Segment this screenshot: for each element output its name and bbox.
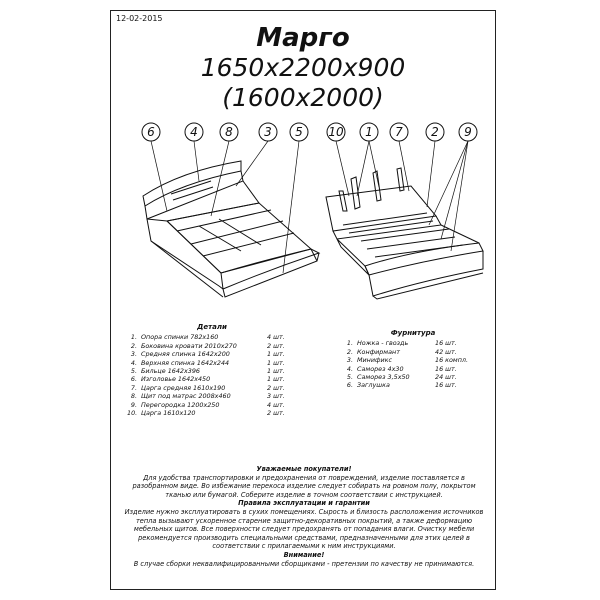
list-item: 10. Царга 1610х120 2 шт. bbox=[127, 409, 285, 418]
callout-1 bbox=[360, 123, 378, 141]
list-item: 3. Минификс 16 компл. bbox=[346, 356, 469, 365]
callout-label: 4 bbox=[190, 125, 198, 139]
assembled-bed-drawing bbox=[143, 161, 319, 297]
model-title: Марго bbox=[256, 23, 350, 53]
callout-10 bbox=[327, 123, 345, 141]
list-item: 8. Щит под матрас 2008х460 3 шт. bbox=[130, 392, 285, 401]
callout-4 bbox=[185, 123, 203, 141]
callout-label: 2 bbox=[431, 125, 439, 139]
instruction-sheet bbox=[110, 10, 496, 590]
list-item: 6. Изголовье 1642х450 1 шт. bbox=[130, 375, 285, 384]
exploded-bed-drawing bbox=[326, 168, 483, 299]
list-item: 5. Бильце 1642х396 1 шт. bbox=[130, 367, 285, 376]
notes-heading: Правила эксплуатации и гарантии bbox=[238, 499, 370, 508]
list-item: 7. Царга средняя 1610х190 2 шт. bbox=[130, 383, 285, 392]
callout-label: 3 bbox=[264, 125, 272, 139]
callout-label: 6 bbox=[147, 125, 155, 139]
callout-9 bbox=[459, 123, 477, 141]
list-item: 3. Средняя спинка 1642х200 1 шт. bbox=[130, 350, 285, 359]
notes-block bbox=[123, 465, 485, 568]
notes-paragraph: Изделие нужно эксплуатировать в сухих помещениях. Сырость и близость расположения источников тепла вызывают ускоренное старение защитно-декоративных покрытий, а также деформацию мебельных щитов. Все поверхности следует предохранять от попадания влаги. Очистку мебели рекомендуется производить специальными средствами, предназначенными для этих целей в соответствии с прилагаемыми к ним инструкциями. bbox=[124, 507, 484, 551]
notes-heading: Внимание! bbox=[283, 550, 325, 559]
callout-6 bbox=[142, 123, 160, 141]
list-item: 1. Опора спинки 782х160 4 шт. bbox=[130, 333, 285, 342]
details-list bbox=[127, 323, 297, 417]
list-item: 2. Боковина кровати 2010х270 2 шт. bbox=[130, 341, 285, 350]
notes-heading: Уважаемые покупатели! bbox=[256, 465, 352, 473]
callout-2 bbox=[426, 123, 444, 141]
list-item: 9. Перегородка 1200х250 4 шт. bbox=[130, 400, 285, 409]
callout-label: 9 bbox=[464, 125, 472, 139]
hardware-list bbox=[343, 329, 483, 390]
callout-5 bbox=[290, 123, 308, 141]
list-item: 5. Саморез 3,5х50 24 шт. bbox=[346, 373, 457, 382]
mattress-size: (1600x2000) bbox=[222, 83, 384, 112]
callout-3 bbox=[259, 123, 277, 141]
details-title: Детали bbox=[197, 323, 227, 331]
callout-label: 1 bbox=[365, 125, 373, 139]
hardware-title: Фурнитура bbox=[390, 329, 436, 337]
callout-label: 5 bbox=[295, 125, 303, 139]
callout-label: 10 bbox=[328, 125, 344, 139]
callout-label: 8 bbox=[225, 125, 233, 139]
list-item: 2. Конфирмант 42 шт. bbox=[346, 347, 457, 356]
notes-paragraph: В случае сборки неквалифицированными сборщиками - претензии по качеству не принимаются. bbox=[133, 559, 475, 568]
list-item: 6. Заглушка 16 шт. bbox=[346, 381, 457, 390]
sheet-date: 12-02-2015 bbox=[116, 14, 163, 23]
list-item: 1. Ножка - гвоздь 16 шт. bbox=[346, 339, 457, 348]
list-item: 4. Верхняя спинка 1642х244 1 шт. bbox=[130, 358, 285, 367]
callout-7 bbox=[390, 123, 408, 141]
callout-8 bbox=[220, 123, 238, 141]
model-size: 1650x2200x900 bbox=[200, 53, 406, 82]
callout-label: 7 bbox=[395, 125, 403, 139]
list-item: 4. Саморез 4х30 16 шт. bbox=[346, 364, 457, 373]
notes-paragraph: Для удобства транспортировки и предохранения от повреждений, изделие поставляется в разобранном виде. Во избежание перекоса изделие следует собирать на ровном полу, покрытом тканью или бумагой. Соберите изделие в точном соответствии с инструкцией. bbox=[132, 473, 476, 499]
assembly-drawing bbox=[111, 11, 494, 341]
